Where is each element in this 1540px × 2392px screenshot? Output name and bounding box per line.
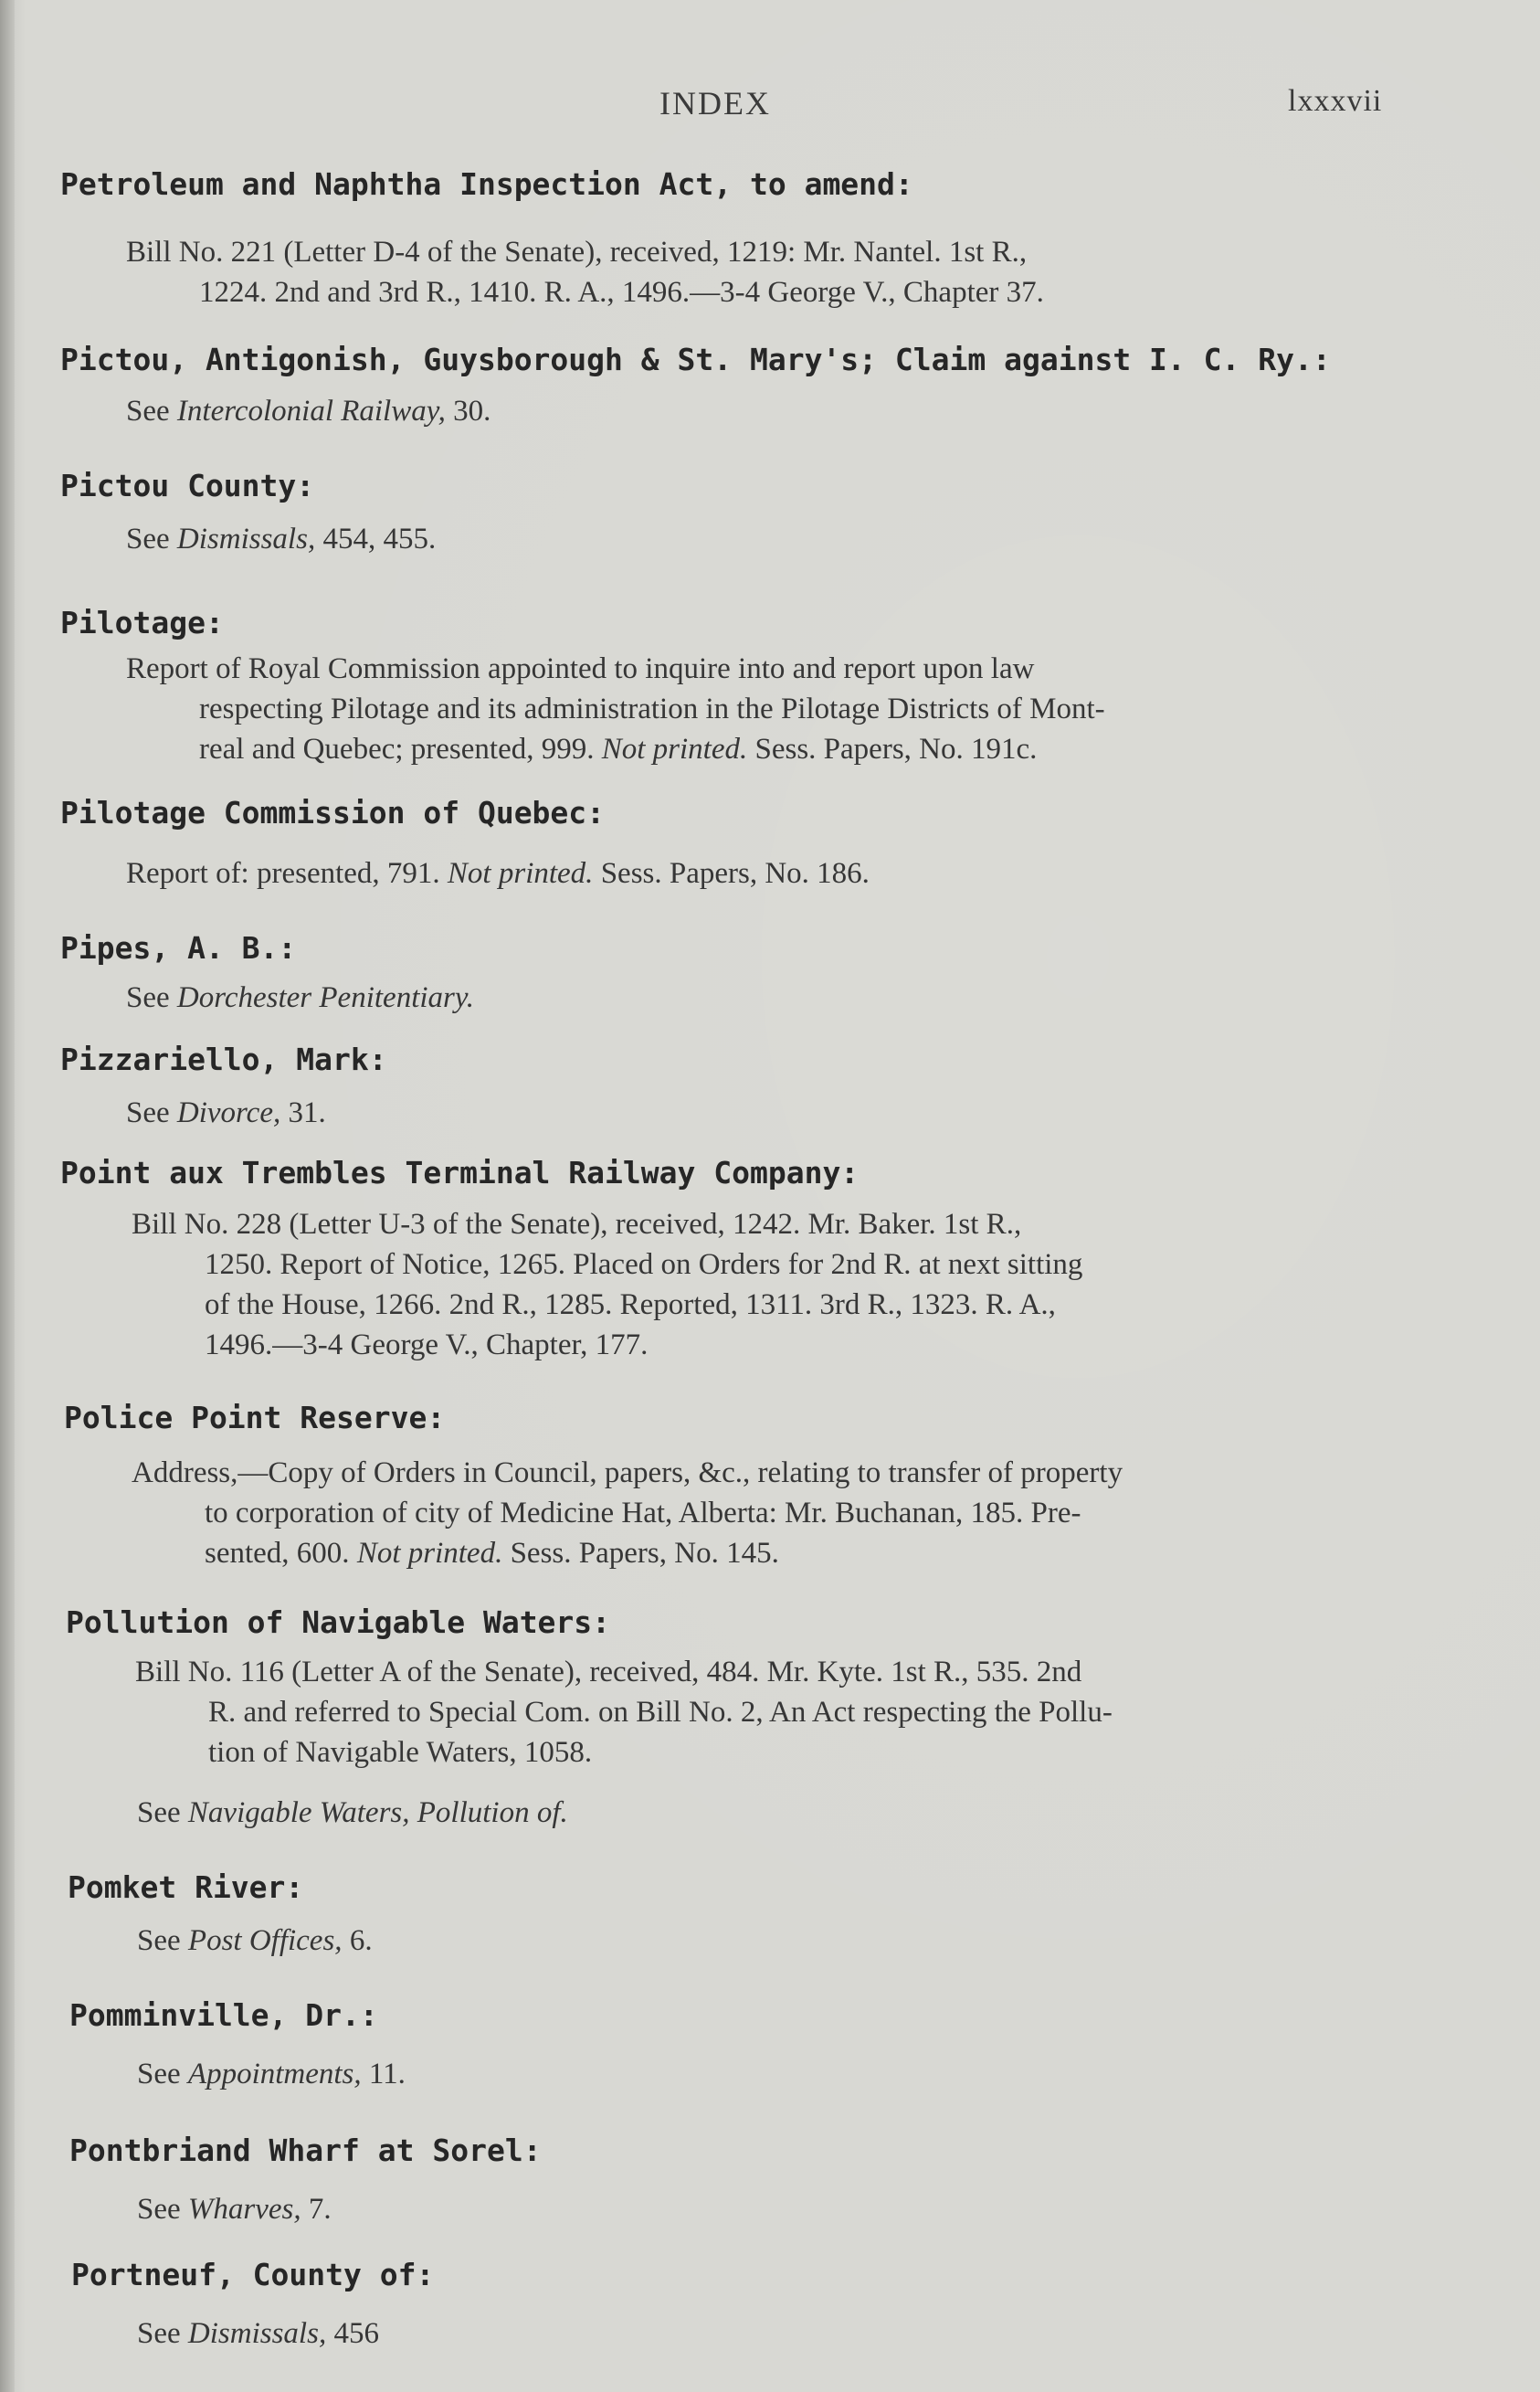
see-ref-link: Post Offices,	[187, 1924, 343, 1957]
entry-heading: Point aux Trembles Terminal Railway Company:	[60, 1155, 860, 1191]
see-ref-link: Dismissals,	[176, 523, 316, 556]
see-ref-link: Dorchester Penitentiary.	[176, 981, 474, 1014]
see-reference	[126, 395, 490, 429]
see-ref-link: Intercolonial Railway,	[176, 395, 446, 428]
entry-heading: Pictou, Antigonish, Guysborough & St. Mary's; Claim against I. C. Ry.:	[60, 342, 1331, 377]
entry-heading: Pilotage Commission of Quebec:	[60, 795, 606, 831]
header-page-number: lxxxvii	[1288, 84, 1383, 118]
see-prefix: See	[137, 2317, 181, 2350]
entry-heading: Pomminville, Dr.:	[69, 1997, 378, 2033]
see-page: 31.	[288, 1096, 326, 1129]
entry-line: Bill No. 228 (Letter U-3 of the Senate), received, 1242. Mr. Baker. 1st R.,	[132, 1208, 1022, 1241]
entry-body	[126, 649, 1105, 769]
entry-heading: Petroleum and Naphtha Inspection Act, to amend:	[60, 166, 913, 202]
entry-heading: Portneuf, County of:	[71, 2257, 435, 2292]
entry-line: 1224. 2nd and 3rd R., 1410. R. A., 1496.—3-4 George V., Chapter 37.	[199, 276, 1044, 309]
see-ref-link: Navigable Waters, Pollution of.	[187, 1796, 568, 1829]
entry-line: 1250. Report of Notice, 1265. Placed on Orders for 2nd R. at next sitting	[205, 1248, 1083, 1281]
see-prefix: See	[137, 1924, 181, 1957]
entry-line: R. and referred to Special Com. on Bill No. 2, An Act respecting the Pollu-	[208, 1696, 1113, 1729]
page-gutter-shadow	[0, 0, 15, 2392]
entry-heading: Pizzariello, Mark:	[60, 1042, 387, 1077]
entry-line: Bill No. 221 (Letter D-4 of the Senate), received, 1219: Mr. Nantel. 1st R.,	[126, 236, 1028, 269]
entry-body	[132, 1453, 1123, 1573]
see-page: 6.	[349, 1924, 373, 1957]
see-reference	[126, 523, 436, 556]
see-prefix: See	[137, 2193, 181, 2226]
entry-heading: Pontbriand Wharf at Sorel:	[69, 2133, 542, 2168]
see-prefix: See	[126, 395, 170, 428]
see-page: 7.	[308, 2193, 332, 2226]
see-ref-link: Wharves,	[187, 2193, 301, 2226]
see-page: 454, 455.	[322, 523, 437, 556]
see-prefix: See	[126, 1096, 170, 1129]
entry-heading: Pollution of Navigable Waters:	[66, 1604, 611, 1640]
entry-line: respecting Pilotage and its administration in the Pilotage Districts of Mont-	[199, 693, 1105, 725]
see-reference	[126, 981, 474, 1015]
see-ref-link: Appointments,	[187, 2058, 362, 2090]
entry-line: Report of Royal Commission appointed to inquire into and report upon law	[126, 652, 1035, 685]
entry-heading: Pictou County:	[60, 468, 315, 503]
see-prefix: See	[137, 2058, 181, 2090]
entry-heading: Pomket River:	[68, 1869, 304, 1905]
see-reference	[137, 1924, 373, 1958]
entry-heading: Pipes, A. B.:	[60, 930, 297, 966]
see-reference	[137, 2317, 379, 2351]
see-prefix: See	[126, 981, 170, 1014]
entry-body	[132, 1204, 1082, 1365]
entry-heading: Pilotage:	[60, 605, 224, 640]
entry-line: 1496.—3-4 George V., Chapter, 177.	[205, 1328, 649, 1361]
entry-line: tion of Navigable Waters, 1058.	[208, 1736, 593, 1769]
see-prefix: See	[137, 1796, 181, 1829]
see-reference	[137, 2193, 332, 2227]
see-ref-link: Divorce,	[176, 1096, 281, 1129]
entry-body	[126, 853, 870, 894]
see-reference	[126, 1096, 326, 1130]
entry-line: of the House, 1266. 2nd R., 1285. Reported, 1311. 3rd R., 1323. R. A.,	[205, 1288, 1056, 1321]
running-header	[0, 84, 1540, 130]
entry-line: Bill No. 116 (Letter A of the Senate), received, 484. Mr. Kyte. 1st R., 535. 2nd	[135, 1656, 1082, 1688]
entry-body	[126, 232, 1044, 312]
entry-body	[135, 1652, 1113, 1773]
see-ref-link: Dismissals,	[187, 2317, 327, 2350]
entry-line: sented, 600. Not printed. Sess. Papers, No. 145.	[205, 1537, 779, 1570]
see-page: 11.	[368, 2058, 406, 2090]
see-page: 30.	[453, 395, 491, 428]
entry-line: Report of: presented, 791. Not printed. Sess. Papers, No. 186.	[126, 857, 870, 890]
entry-line: real and Quebec; presented, 999. Not printed. Sess. Papers, No. 191c.	[199, 733, 1038, 766]
header-title: INDEX	[659, 85, 771, 122]
see-prefix: See	[126, 523, 170, 556]
entry-line: Address,—Copy of Orders in Council, papers, &c., relating to transfer of property	[132, 1456, 1123, 1489]
see-reference	[137, 1796, 568, 1830]
see-page: 456	[333, 2317, 379, 2350]
entry-line: to corporation of city of Medicine Hat, Alberta: Mr. Buchanan, 185. Pre-	[205, 1497, 1081, 1529]
entry-heading: Police Point Reserve:	[64, 1400, 446, 1435]
see-reference	[137, 2058, 406, 2091]
